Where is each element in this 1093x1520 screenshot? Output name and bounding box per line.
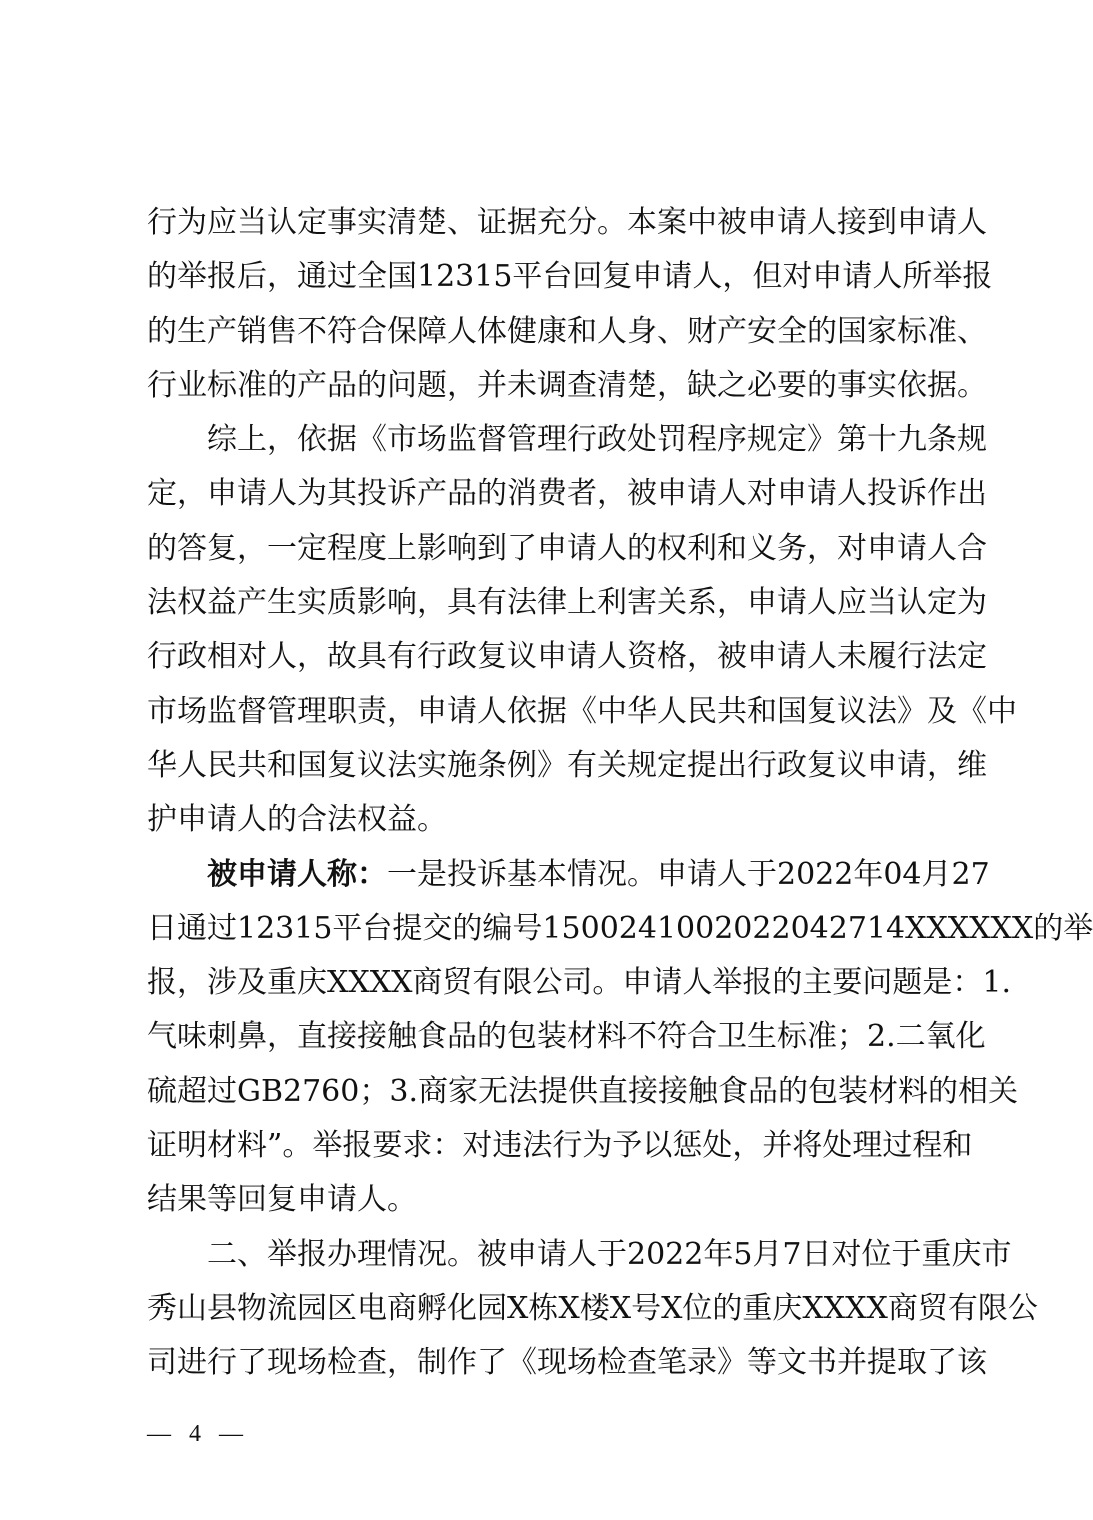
body-text	[147, 196, 1093, 1391]
text-line: 护申请人的合法权益。	[147, 802, 447, 838]
text-line: 报，涉及重庆XXXX商贸有限公司。申请人举报的主要问题是：1.	[147, 965, 1012, 1001]
text-line: 行业标准的产品的问题，并未调查清楚，缺之必要的事实依据。	[147, 367, 987, 403]
text-line: 的举报后，通过全国12315平台回复申请人，但对申请人所举报	[147, 259, 993, 295]
paragraph-start-line: 二、举报办理情况。被申请人于2022年5月7日对位于重庆市	[207, 1236, 1012, 1272]
text-line-content: 一是投诉基本情况。申请人于2022年04月27	[387, 856, 990, 892]
text-line: 硫超过GB2760；3.商家无法提供直接接触食品的包装材料的相关	[147, 1073, 1018, 1109]
text-line: 秀山县物流园区电商孵化园X栋X楼X号X位的重庆XXXX商贸有限公	[147, 1290, 1038, 1326]
respondent-label: 被申请人称：	[207, 856, 387, 892]
text-line: 证明材料”。举报要求：对违法行为予以惩处，并将处理过程和	[147, 1128, 973, 1164]
text-line: 行政相对人，故具有行政复议申请人资格，被申请人未履行法定	[147, 639, 987, 675]
text-line: 的答复，一定程度上影响到了申请人的权利和义务，对申请人合	[147, 530, 987, 566]
text-line: 法权益产生实质影响，具有法律上利害关系，申请人应当认定为	[147, 585, 987, 621]
text-line: 结果等回复申请人。	[147, 1182, 417, 1218]
text-line: 市场监督管理职责，申请人依据《中华人民共和国复议法》及《中	[147, 693, 1017, 729]
text-line: 定，申请人为其投诉产品的消费者，被申请人对申请人投诉作出	[147, 476, 987, 512]
text-line: 的生产销售不符合保障人体健康和人身、财产安全的国家标准、	[147, 313, 987, 349]
text-line: 行为应当认定事实清楚、证据充分。本案中被申请人接到申请人	[147, 205, 987, 240]
paragraph-start-line	[147, 848, 990, 902]
page-number: — 4 —	[147, 1421, 249, 1447]
text-line: 华人民共和国复议法实施条例》有关规定提出行政复议申请，维	[147, 747, 987, 783]
text-line: 司进行了现场检查，制作了《现场检查笔录》等文书并提取了该	[147, 1345, 987, 1381]
text-line: 气味刺鼻，直接接触食品的包装材料不符合卫生标准；2.二氧化	[147, 1019, 986, 1055]
text-line: 日通过12315平台提交的编号1500241002022042714XXXXXX的举	[147, 910, 1093, 946]
paragraph-start-line: 综上，依据《市场监督管理行政处罚程序规定》第十九条规	[207, 422, 987, 458]
